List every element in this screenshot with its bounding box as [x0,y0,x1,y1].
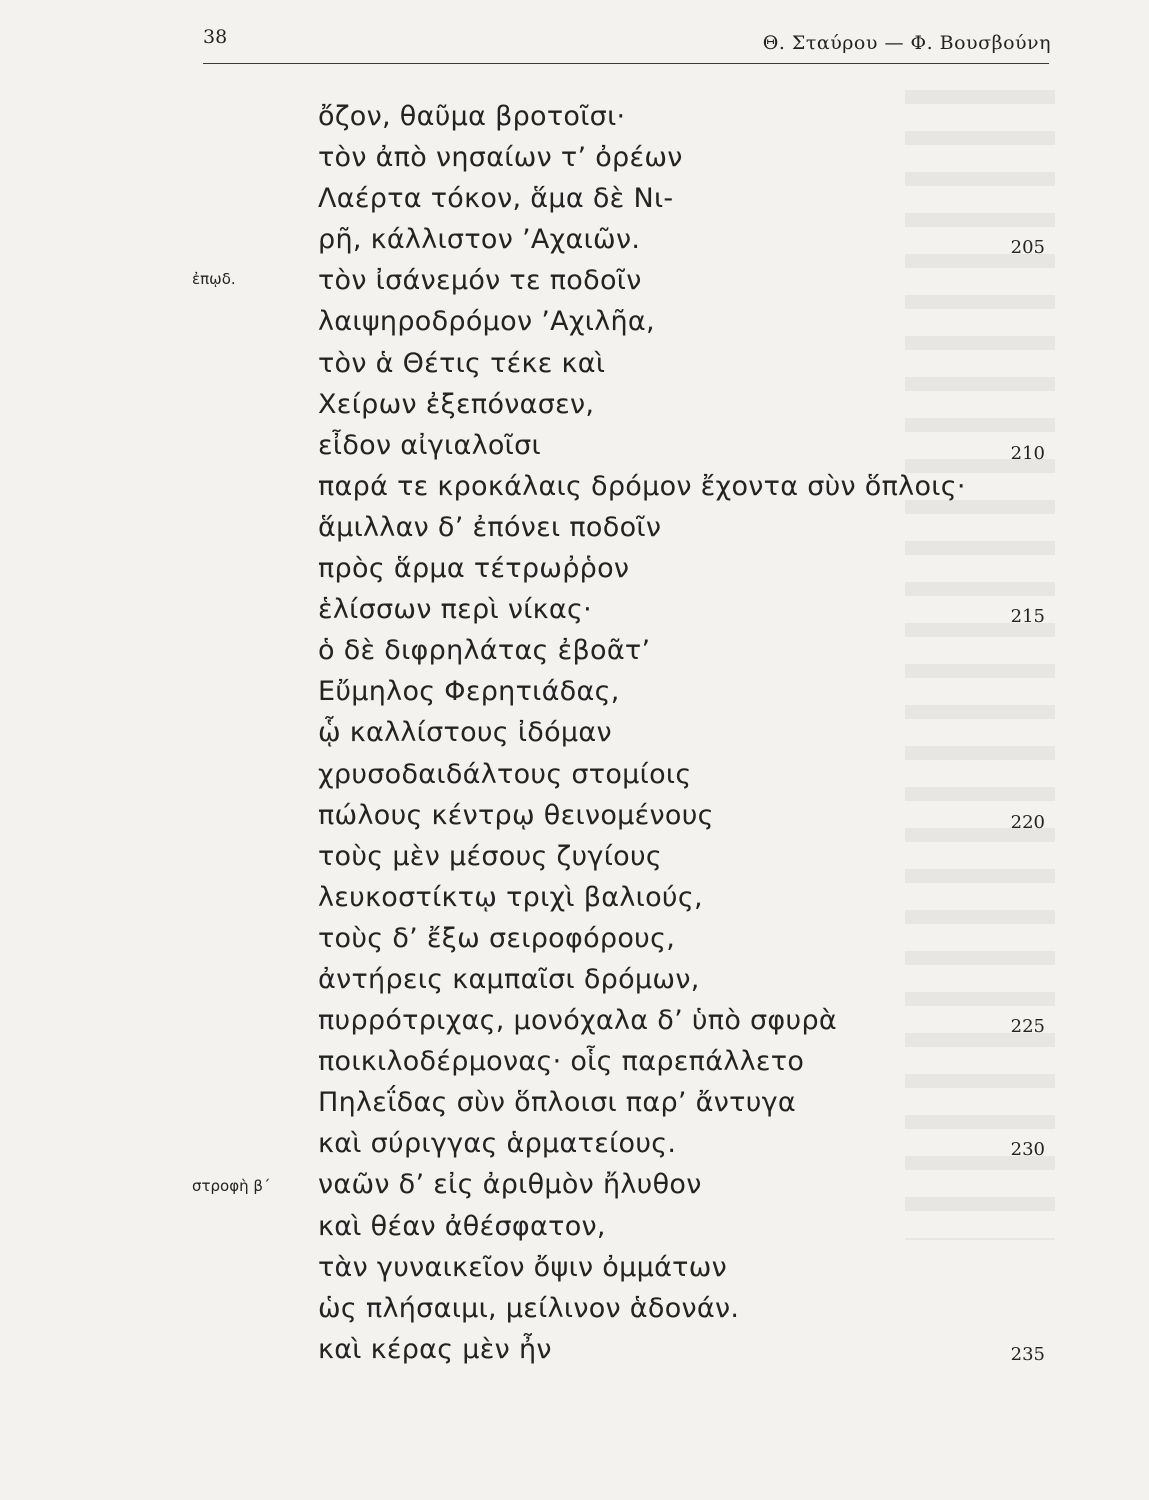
verse-line: Εὔμηλος Φερητιάδας, [318,676,620,708]
verse-line: ὁ δὲ διφρηλάτας ἐβοᾶτ’ [318,635,651,667]
verse-line: ρῆ, κάλλιστον ’Αχαιῶν. [318,224,641,256]
verse-line: τὰν γυναικεῖον ὄψιν ὀμμάτων [318,1251,728,1283]
verse-line: χρυσοδαιδάλτους στομίοις [318,758,692,790]
verse-line: εἶδον αἰγιαλοῖσι [318,429,541,461]
running-head: Θ. Σταύρου — Φ. Βουσβούνη [762,32,1051,54]
verse-text [318,96,966,1370]
verse-line: τοὺς μὲν μέσους ζυγίους [318,840,663,872]
verse-line: ᾧ καλλίστους ἰδόμαν [318,717,612,749]
verse-line: Λαέρτα τόκον, ἅμα δὲ Νι- [318,183,674,215]
verse-line: τὸν ἁ Θέτις τέκε καὶ [318,347,606,379]
verse-line: ναῶν δ’ εἰς ἀριθμὸν ἤλυθον [318,1169,702,1201]
verse-line: ὄζον, θαῦμα βροτοῖσι· [318,101,626,132]
line-number-220: 220 [1010,812,1045,833]
verse-line: πώλους κέντρῳ θεινομένους [318,799,714,831]
verse-line: τὸν ἀπὸ νησαίων τ’ ὀρέων [318,142,683,174]
verse-line: καὶ σύριγγας ἁρματείους. [318,1128,677,1160]
line-number-225: 225 [1010,1016,1045,1037]
verse-line: τὸν ἰσάνεμόν τε ποδοῖν [318,265,642,297]
section-label-epode: ἐπῳδ. [192,270,236,288]
verse-line: ποικιλοδέρμονας· οἷς παρεπάλλετο [318,1046,805,1078]
verse-line: πρὸς ἅρμα τέτρωῤῥον [318,553,630,585]
verse-line: καὶ θέαν ἀθέσφατον, [318,1210,606,1242]
line-number-215: 215 [1010,606,1045,627]
line-number-210: 210 [1010,443,1045,464]
line-number-205: 205 [1010,237,1045,258]
page-number: 38 [203,26,228,48]
verse-line: τοὺς δ’ ἔξω σειροφόρους, [318,922,676,954]
line-number-235: 235 [1010,1344,1045,1365]
verse-line: ἑλίσσων περὶ νίκας· [318,594,592,626]
verse-line: παρά τε κροκάλαις δρόμον ἔχοντα σὺν ὅπλοις· [318,470,966,502]
verse-line: λαιψηροδρόμον ’Αχιλῆα, [318,306,655,338]
verse-line: Πηλεΐδας σὺν ὅπλοισι παρ’ ἄντυγα [318,1087,796,1119]
verse-line: Χείρων ἐξεπόνασεν, [318,388,595,420]
verse-line: λευκοστίκτῳ τριχὶ βαλιούς, [318,881,703,913]
verse-line: ὡς πλήσαιμι, μείλινον ἁδονάν. [318,1292,740,1324]
verse-line: ἅμιλλαν δ’ ἐπόνει ποδοῖν [318,511,662,543]
verse-line: ἀντήρεις καμπαῖσι δρόμων, [318,963,700,995]
section-label-strophe-b: στροφὴ β΄ [192,1177,271,1195]
line-number-230: 230 [1010,1139,1045,1160]
verse-line: πυρρότριχας, μονόχαλα δ’ ὑπὸ σφυρὰ [318,1005,838,1037]
header-rule [203,63,1049,64]
verse-line: καὶ κέρας μὲν ἦν [318,1333,552,1365]
